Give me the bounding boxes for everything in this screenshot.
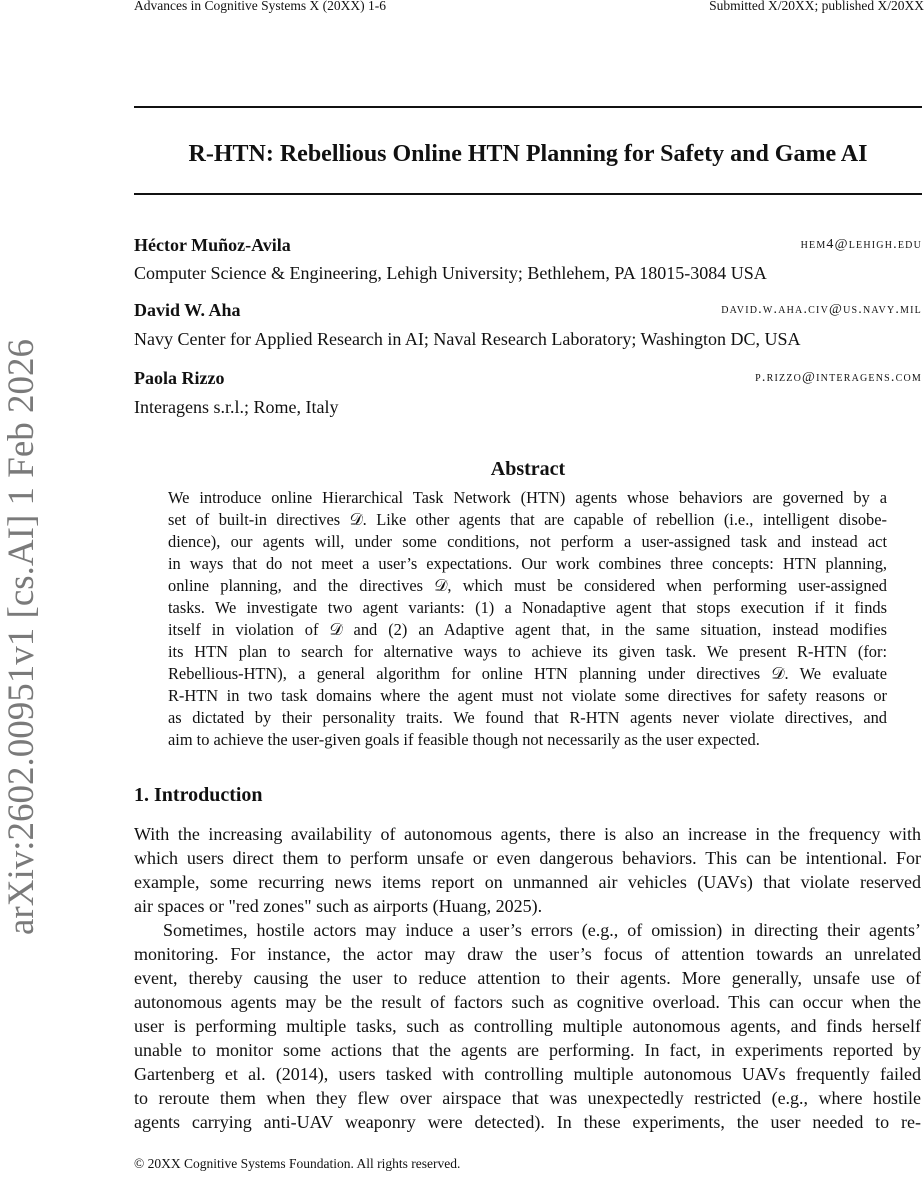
running-header-left: Advances in Cognitive Systems X (20XX) 1-6 — [134, 0, 386, 13]
abstract-line: in ways that do not meet a user’s expectations. Our work combines three concepts: HTN planning, — [168, 554, 887, 573]
arxiv-stamp — [0, 305, 44, 970]
abstract-line: as dictated by their personality traits. We found that R-HTN agents never violate directives, and — [168, 708, 887, 727]
body-line: unable to monitor some actions that the agents are performing. In fact, in experiments reported by — [134, 1040, 921, 1060]
abstract-line: its HTN plan to search for alternative ways to achieve its given task. We present R-HTN (for: — [168, 642, 887, 661]
author-email[interactable]: david.w.aha.civ@us.navy.mil — [721, 302, 922, 317]
body-line: Sometimes, hostile actors may induce a user’s errors (e.g., of omission) in directing their agents’ — [163, 920, 921, 940]
abstract-line: Rebellious-HTN), a general algorithm for online HTN planning under directives 𝒟. We evaluate — [168, 664, 887, 683]
body-line: example, some recurring news items report on unmanned air vehicles (UAVs) that violate reserved — [134, 872, 921, 892]
body-line: to reroute them when they flew over airspace that was unexpectedly restricted (e.g., where hostile — [134, 1088, 921, 1108]
author-name: David W. Aha — [134, 300, 241, 320]
author-email[interactable]: p.rizzo@interagens.com — [755, 370, 922, 385]
author-email[interactable]: hem4@lehigh.edu — [800, 237, 922, 252]
abstract-line: tasks. We investigate two agent variants: (1) a Nonadaptive agent that stops execution if it finds — [168, 598, 887, 617]
arxiv-stamp-text: arXiv:2602.00951v1 [cs.AI] 1 Feb 2026 — [1, 338, 42, 936]
paper-title: R-HTN: Rebellious Online HTN Planning for Safety and Game AI — [188, 141, 868, 167]
body-line: air spaces or "red zones" such as airports (Huang, 2025). — [134, 896, 543, 916]
abstract-line: aim to achieve the user-given goals if feasible though not necessarily as the user expected. — [168, 730, 760, 749]
section-heading: 1. Introduction — [134, 784, 263, 806]
abstract-line: dience), our agents will, under some conditions, not perform a user-assigned task and instead act — [168, 532, 887, 551]
abstract-line: We introduce online Hierarchical Task Network (HTN) agents whose behaviors are governed by a — [168, 488, 887, 507]
body-line: user is performing multiple tasks, such as controlling multiple autonomous agents, and finds herself — [134, 1016, 921, 1036]
body-line: event, thereby causing the user to reduce attention to their agents. More generally, unsafe use of — [134, 968, 921, 988]
abstract-line: itself in violation of 𝒟 and (2) an Adaptive agent that, in the same situation, instead modifies — [168, 620, 887, 639]
body-line: Gartenberg et al. (2014), users tasked with controlling multiple autonomous UAVs frequently failed — [134, 1064, 921, 1084]
abstract-line: online planning, and the directives 𝒟, which must be considered when performing user-assigned — [168, 576, 887, 595]
author-name: Héctor Muñoz-Avila — [134, 235, 291, 255]
body-line: monitoring. For instance, the actor may draw the user’s focus of attention towards an unrelated — [134, 944, 921, 964]
author-affiliation: Navy Center for Applied Research in AI; Naval Research Laboratory; Washington DC, USA — [134, 329, 801, 349]
title-rule-bottom — [134, 193, 922, 195]
abstract-line: R-HTN in two task domains where the agent must not violate some directives for safety reasons or — [168, 686, 887, 705]
body-line: With the increasing availability of autonomous agents, there is also an increase in the frequency with — [134, 824, 921, 844]
author-name: Paola Rizzo — [134, 368, 225, 388]
abstract-heading: Abstract — [490, 458, 566, 480]
body-line: which users direct them to perform unsafe or even dangerous behaviors. This can be intentional. For — [134, 848, 921, 868]
abstract-line: set of built-in directives 𝒟. Like other agents that are capable of rebellion (i.e., intelligent disobe- — [168, 510, 887, 529]
running-header-right: Submitted X/20XX; published X/20XX — [709, 0, 924, 13]
author-affiliation: Computer Science & Engineering, Lehigh University; Bethlehem, PA 18015-3084 USA — [134, 263, 767, 283]
body-line: agents carrying anti-UAV weaponry were detected). In these experiments, the user needed to re- — [134, 1112, 921, 1132]
author-affiliation: Interagens s.r.l.; Rome, Italy — [134, 397, 339, 417]
title-rule-top — [134, 106, 922, 108]
copyright-footer: © 20XX Cognitive Systems Foundation. All rights reserved. — [134, 1156, 461, 1171]
body-line: autonomous agents may be the result of factors such as cognitive overload. This can occur when the — [134, 992, 921, 1012]
